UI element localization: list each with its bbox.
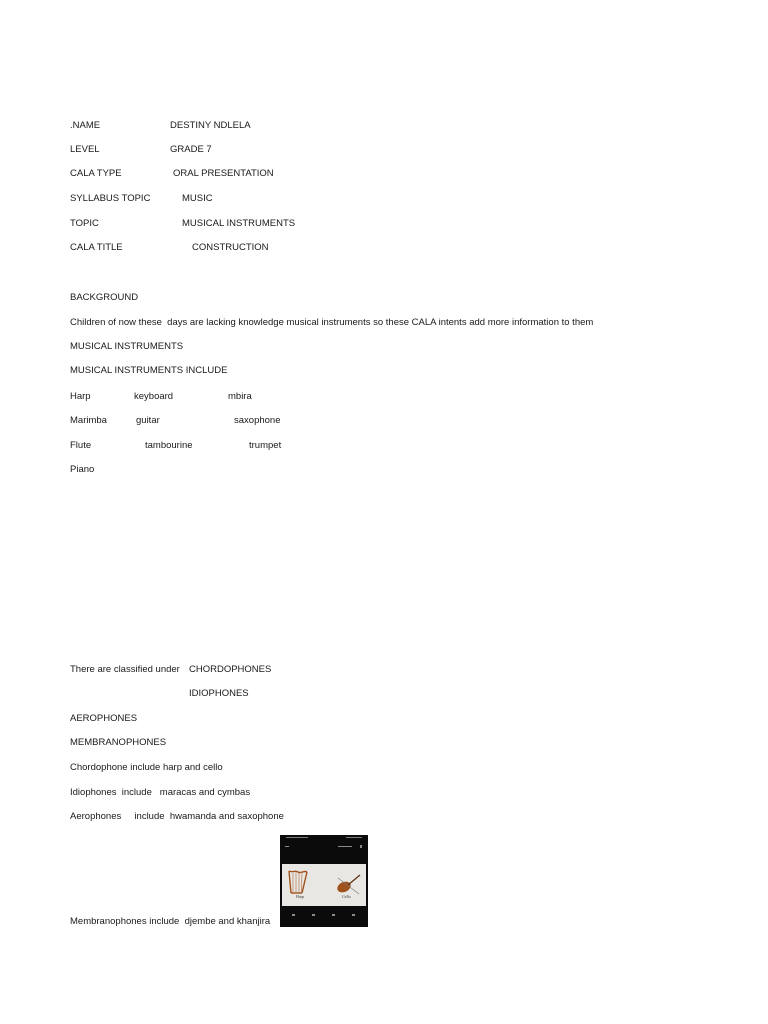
harp-cello-illustration <box>282 864 366 906</box>
phone-nav-bar <box>280 905 368 927</box>
cello-caption: Cello <box>342 894 351 899</box>
instruments-list-heading: MUSICAL INSTRUMENTS INCLUDE <box>70 365 228 376</box>
instrument-item: trumpet <box>249 440 282 451</box>
aerophone-example: Aerophones include hwamanda and saxophone <box>70 811 284 822</box>
classification-intro: There are classified under <box>70 664 180 675</box>
harp-icon <box>289 871 307 893</box>
idiophone-example: Idiophones include maracas and cymbas <box>70 787 251 798</box>
background-heading: BACKGROUND <box>70 292 139 303</box>
level-value: GRADE 7 <box>170 144 212 155</box>
more-icon <box>360 845 362 848</box>
instrument-item: keyboard <box>134 391 174 402</box>
instruments-heading: MUSICAL INSTRUMENTS <box>70 341 184 352</box>
instrument-item: Piano <box>70 464 95 475</box>
cala-title-label: CALA TITLE <box>70 242 123 253</box>
instrument-item: Flute <box>70 440 92 451</box>
toolbar-icons <box>338 846 352 847</box>
class-chordophones: CHORDOPHONES <box>189 664 272 675</box>
harp-caption: Harp <box>296 894 304 899</box>
instrument-item: guitar <box>136 415 160 426</box>
topic-value: MUSICAL INSTRUMENTS <box>182 218 296 229</box>
membranophone-example: Membranophones include djembe and khanjira <box>70 916 271 927</box>
class-aerophones: AEROPHONES <box>70 713 138 724</box>
back-arrow-icon <box>285 846 289 847</box>
chordophone-example: Chordophone include harp and cello <box>70 762 223 773</box>
cala-type-label: CALA TYPE <box>70 168 122 179</box>
class-membranophones: MEMBRANOPHONES <box>70 737 167 748</box>
level-label: LEVEL <box>70 144 100 155</box>
instrument-image <box>282 864 366 906</box>
cello-icon <box>336 875 360 894</box>
syllabus-topic-label: SYLLABUS TOPIC <box>70 193 151 204</box>
name-value: DESTINY NDLELA <box>170 120 251 131</box>
topic-label: TOPIC <box>70 218 99 229</box>
name-label: .NAME <box>70 120 101 131</box>
instrument-item: mbira <box>228 391 252 402</box>
instrument-item: Harp <box>70 391 91 402</box>
cala-title-value: CONSTRUCTION <box>192 242 269 253</box>
syllabus-topic-value: MUSIC <box>182 193 213 204</box>
instrument-item: saxophone <box>234 415 281 426</box>
cala-type-value: ORAL PRESENTATION <box>173 168 274 179</box>
instrument-item: Marimba <box>70 415 107 426</box>
instrument-item: tambourine <box>145 440 193 451</box>
background-text: Children of now these days are lacking knowledge musical instruments so these CALA intents add more information to them <box>70 317 594 328</box>
class-idiophones: IDIOPHONES <box>189 688 249 699</box>
instrument-photo <box>280 835 368 927</box>
phone-status-bar <box>280 835 368 841</box>
